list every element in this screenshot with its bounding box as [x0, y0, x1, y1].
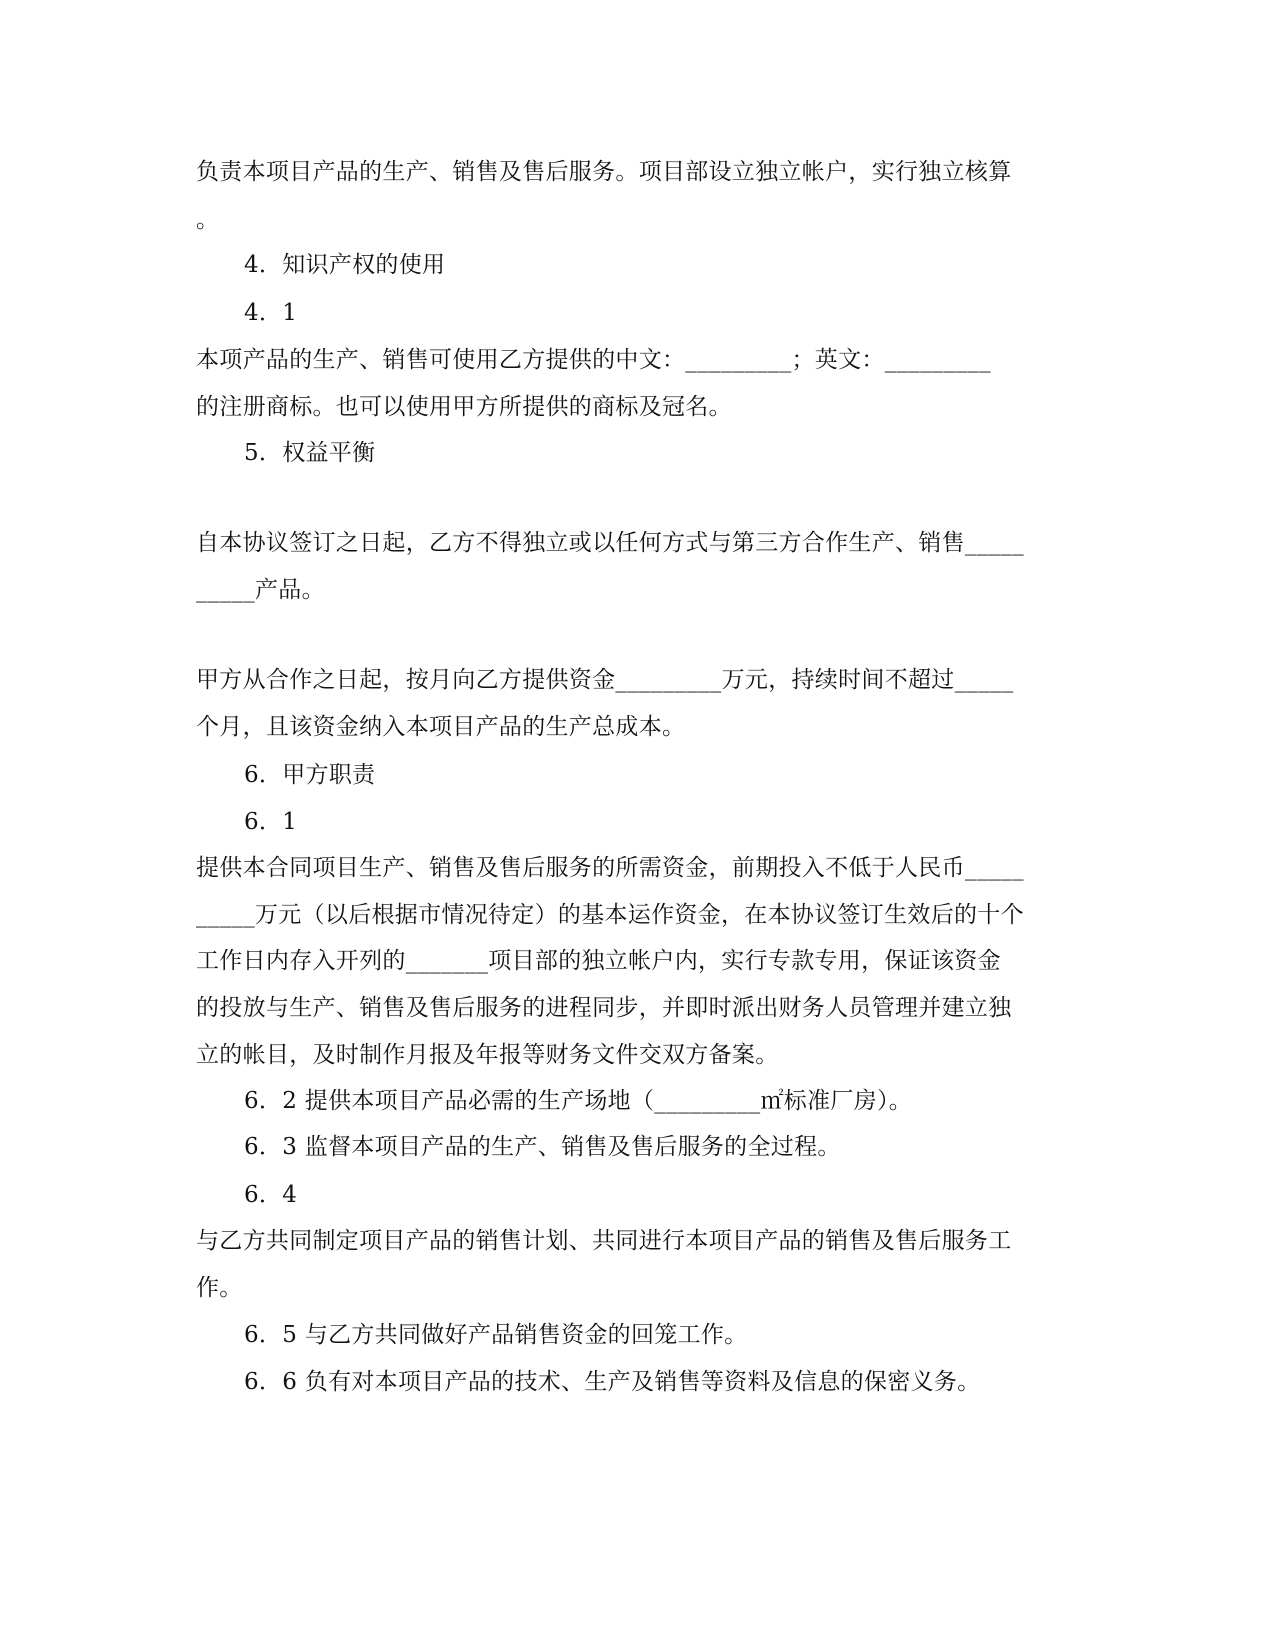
clause-line: 6．6 负有对本项目产品的技术、生产及销售等资料及信息的保密义务。	[244, 1369, 981, 1395]
section-heading: 6．甲方职责	[244, 762, 376, 788]
paragraph-line: 本项产品的生产、销售可使用乙方提供的中文：_________；英文：_________	[196, 347, 991, 373]
paragraph-line: 自本协议签订之日起，乙方不得独立或以任何方式与第三方合作生产、销售_____	[196, 530, 1024, 556]
clause-line: 6．3 监督本项目产品的生产、销售及售后服务的全过程。	[244, 1134, 841, 1160]
paragraph-line: 的投放与生产、销售及售后服务的进程同步，并即时派出财务人员管理并建立独	[196, 995, 1012, 1021]
paragraph-line: _____产品。	[196, 577, 325, 603]
paragraph-line: 工作日内存入开列的_______项目部的独立帐户内，实行专款专用，保证该资金	[196, 948, 1001, 974]
section-heading: 5．权益平衡	[244, 440, 376, 466]
clause-number: 6．1	[244, 809, 298, 835]
paragraph-line: 负责本项目产品的生产、销售及售后服务。项目部设立独立帐户，实行独立核算	[196, 159, 1012, 185]
paragraph-line: 提供本合同项目生产、销售及售后服务的所需资金，前期投入不低于人民币_____	[196, 855, 1024, 881]
paragraph-line: 立的帐目，及时制作月报及年报等财务文件交双方备案。	[196, 1042, 779, 1068]
paragraph-line: 作。	[196, 1275, 243, 1301]
paragraph-line: 的注册商标。也可以使用甲方所提供的商标及冠名。	[196, 394, 732, 420]
clause-number: 6．4	[244, 1182, 298, 1208]
clause-line: 6．5 与乙方共同做好产品销售资金的回笼工作。	[244, 1322, 748, 1348]
clause-line: 6．2 提供本项目产品必需的生产场地（_________㎡标准厂房）。	[244, 1088, 913, 1114]
paragraph-line: 个月，且该资金纳入本项目产品的生产总成本。	[196, 714, 686, 740]
paragraph-line: _____万元（以后根据市情况待定）的基本运作资金，在本协议签订生效后的十个	[196, 902, 1024, 928]
paragraph-line: 与乙方共同制定项目产品的销售计划、共同进行本项目产品的销售及售后服务工	[196, 1228, 1012, 1254]
paragraph-line: 甲方从合作之日起，按月向乙方提供资金_________万元，持续时间不超过_____	[196, 667, 1014, 693]
paragraph-line: 。	[196, 207, 220, 233]
section-heading: 4．知识产权的使用	[244, 252, 446, 278]
clause-number: 4．1	[244, 300, 298, 326]
